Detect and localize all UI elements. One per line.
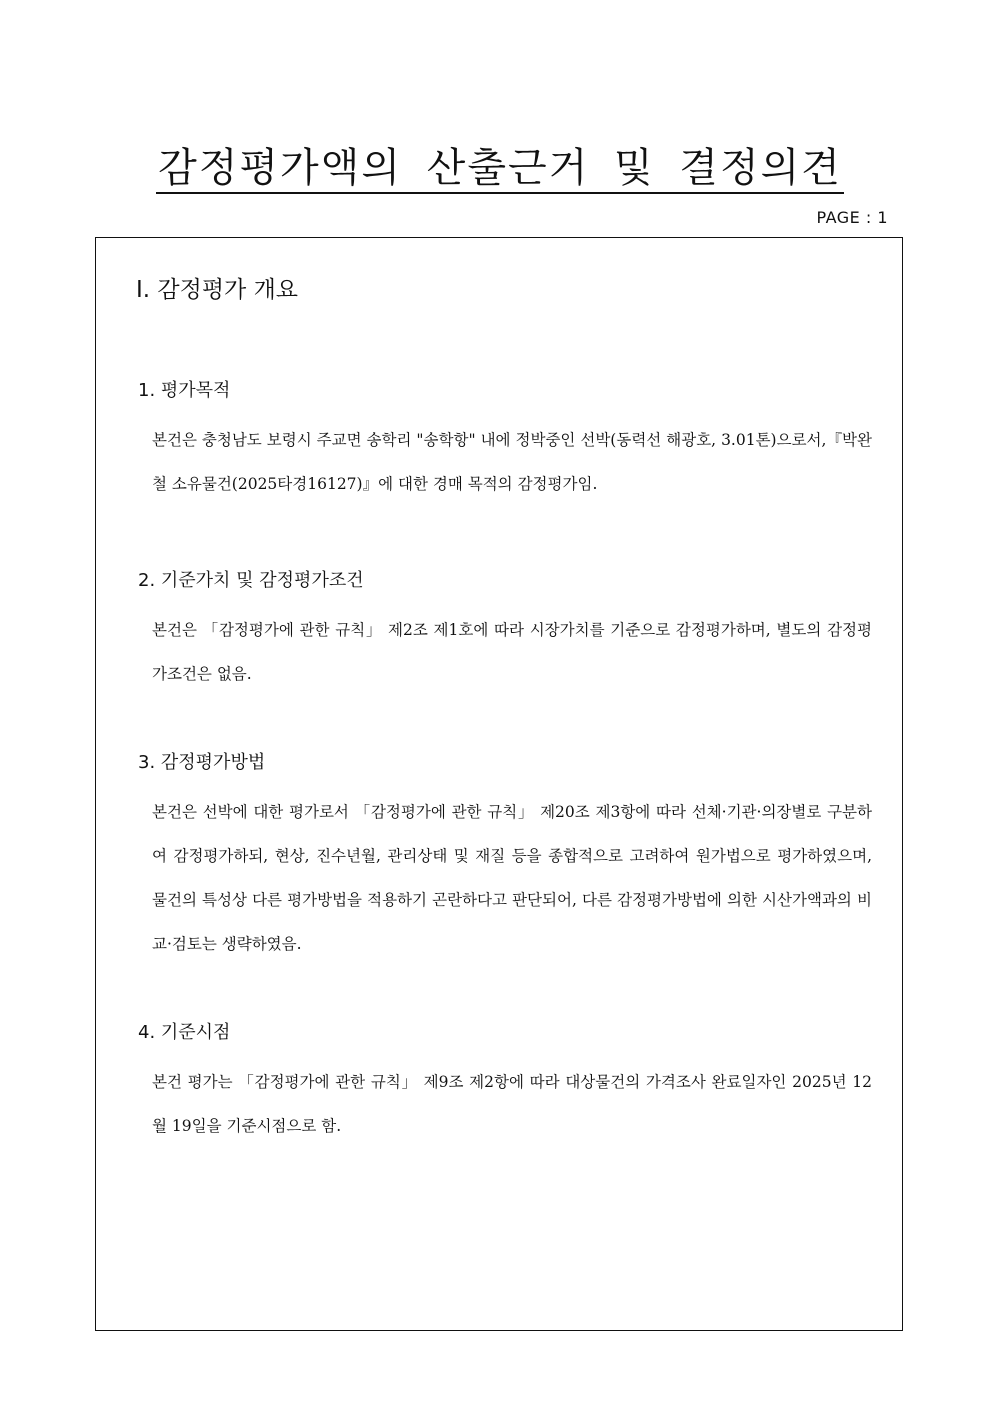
section-heading: Ⅰ. 감정평가 개요 — [136, 277, 299, 303]
subsection-heading: 2. 기준가치 및 감정평가조건 — [138, 570, 364, 591]
subsection-body: 본건은 「감정평가에 관한 규칙」 제2조 제1호에 따라 시장가치를 기준으로 감정평가하며, 별도의 감정평가조건은 없음. — [152, 621, 872, 683]
subsection-heading: 3. 감정평가방법 — [138, 752, 266, 773]
subsection-purpose — [138, 378, 872, 506]
subsection-body: 본건은 선박에 대한 평가로서 「감정평가에 관한 규칙」 제20조 제3항에 따라 선체·기관·의장별로 구분하여 감정평가하되, 현상, 진수년월, 관리상태 및 재질 등을 종합적으로 고려하여 원가법으로 평가하였으며, 물건의 특성상 다른 평가방법을 적용하기 곤란하다고 판단되어, 다른 감정평가방법에 의한 시산가액과의 비교·검토는 생략하였음. — [152, 803, 872, 953]
document-title — [0, 140, 1000, 196]
document-title-text: 감정평가액의 산출근거 및 결정의견 — [156, 145, 844, 194]
subsection-body: 본건 평가는 「감정평가에 관한 규칙」 제9조 제2항에 따라 대상물건의 가격조사 완료일자인 2025년 12월 19일을 기준시점으로 함. — [152, 1073, 872, 1135]
page-number-label: PAGE : 1 — [816, 208, 888, 227]
subsection-basis-of-value — [138, 568, 872, 696]
subsection-base-date — [138, 1020, 872, 1148]
subsection-heading: 4. 기준시점 — [138, 1022, 231, 1043]
content-frame — [95, 237, 903, 1331]
subsection-valuation-method — [138, 750, 872, 966]
subsection-body: 본건은 충청남도 보령시 주교면 송학리 "송학항" 내에 정박중인 선박(동력선 해광호, 3.01톤)으로서,『박완철 소유물건(2025타경16127)』에 대한 경매 목적의 감정평가임. — [152, 431, 872, 493]
subsection-heading: 1. 평가목적 — [138, 380, 231, 401]
